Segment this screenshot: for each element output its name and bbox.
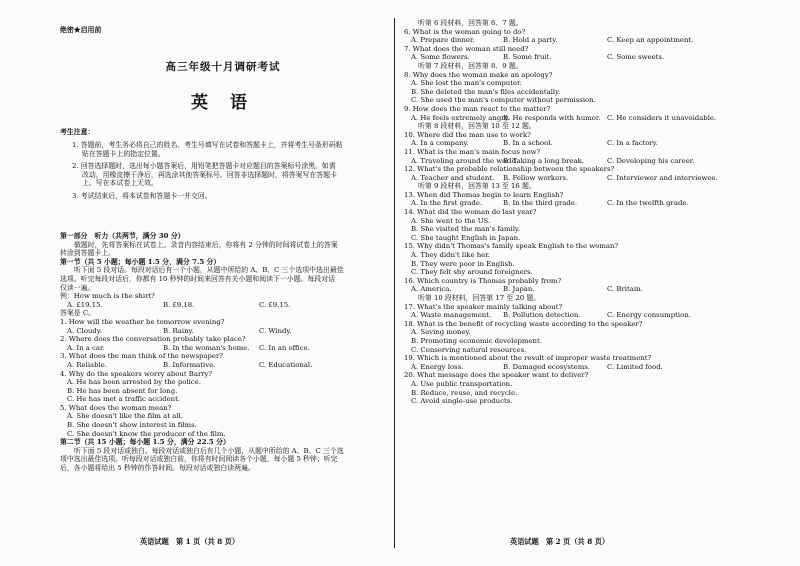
answer-option: A. Use public transportation. (411, 379, 513, 388)
question-options (60, 327, 386, 336)
answer-option: B. Hold a party. (503, 36, 558, 45)
instruction-text: 后，各小题将给出 5 秒钟的作答时间。每段对话或独白读两遍。 (60, 464, 255, 473)
answer-option: C. Keep an appointment. (607, 36, 694, 45)
material-heading: 听第 8 段材料，回答第 10 至 12 题。 (418, 122, 536, 131)
answer-option: C. They felt shy around foreigners. (411, 268, 533, 277)
answer-option: B. He has been absent for long. (67, 386, 178, 395)
question-stem: 12. What's the probable relationship between the speakers? (404, 165, 615, 174)
example-options: A. £19.15. B. £9.18. C. £9.15. (67, 300, 291, 309)
material-heading: 听第 10 段材料，回答第 17 至 20 题。 (418, 294, 541, 302)
section-heading: 第二节（共 15 小题；每小题 1.5 分，满分 22.5 分） (60, 438, 230, 447)
question-stem: 4. Why do the speakers worry about Barry? (60, 369, 213, 378)
notice-item: 贴在答题卡上的指定位置。 (82, 149, 165, 158)
question-stem: 2. Where does the conversation probably take place? (60, 335, 246, 344)
answer-option: B. She visited the man's family. (411, 225, 521, 234)
answer-option: C. Britain. (607, 285, 643, 294)
answer-option: B. Taking a long break. (503, 156, 584, 165)
answer-option: B. In a school. (503, 139, 553, 148)
answer-option: B. Damaged ecosystems. (503, 362, 590, 371)
answer-option: C. Interviewer and interviewee. (607, 173, 718, 182)
answer-option: B. In the third grade. (503, 199, 578, 208)
answer-option: C. Developing his career. (607, 156, 695, 165)
question-list-right (404, 19, 790, 406)
instruction-text: 仅读一遍。 (60, 283, 95, 292)
question-stem: 13. When did Thomas begin to learn English? (404, 190, 564, 199)
question-options (404, 157, 790, 166)
question-stem: 18. What is the benefit of recycling waste according to the speaker? (404, 319, 643, 328)
answer-option: B. Fellow workers. (503, 173, 569, 182)
instruction-text: 听下面 5 段对话或独白。每段对话或独白后有几个小题，从题中所给的 A、B、C 三个选 (74, 446, 344, 455)
answer-option: B. She doesn't show interest in films. (67, 421, 197, 430)
answer-option: C. In the twelfth grade. (607, 199, 689, 208)
question-stem: 1. How will the weather be tomorrow evening? (60, 317, 225, 326)
answer-option: A. He has been arrested by the police. (67, 378, 201, 387)
question-options (404, 36, 790, 45)
example-question: 例：How much is the shirt? (60, 292, 155, 301)
answer-option: B. Informative. (163, 360, 216, 369)
notice-item: 2. 回答选择题时，选出每小题答案后，用铅笔把答题卡对应题目的答案标号涂黑。如需 (72, 162, 336, 171)
question-stem: 8. Why does the woman make an apology? (404, 70, 553, 79)
notice-item: 改动，用橡皮擦干净后，再选涂其他答案标号。回答非选择题时，将答案写在答题卡 (82, 170, 337, 179)
question-stem: 6. What is the woman going to do? (404, 27, 526, 36)
notice-list (72, 141, 386, 201)
question-stem: 16. Which country is Thomas probably from? (404, 276, 562, 285)
material-heading: 听第 6 段材料，回答第 6、7 题。 (418, 19, 523, 27)
confidential-mark: 绝密★启用前 (60, 26, 102, 34)
question-stem: 14. What did the woman do last year? (404, 208, 537, 217)
part-one (60, 232, 386, 473)
answer-option: A. He feels extremely angry. (411, 113, 510, 122)
question-options (404, 114, 790, 123)
answer-option: B. He responds with humor. (503, 113, 601, 122)
material-heading: 听第 9 段材料，回答第 13 至 16 题。 (418, 182, 536, 191)
question-stem: 19. Which is mentioned about the result of improper waste treatment? (404, 354, 652, 363)
question-stem: 17. What's the speaker mainly talking about? (404, 302, 563, 311)
answer-option: A. Traveling around the world. (411, 156, 519, 165)
question-stem: 3. What does the man think of the newspaper? (60, 352, 223, 361)
section-heading: 第一节（共 5 小题；每小题 1.5 分，满分 7.5 分） (60, 257, 221, 266)
answer-option: C. He considers it unavoidable. (607, 113, 717, 122)
answer-option: B. In the woman's home. (163, 343, 250, 352)
answer-option: A. They didn't like her. (411, 251, 490, 260)
answer-option: A. Cloudy. (67, 326, 102, 335)
answer-option: A. Energy loss. (411, 362, 464, 371)
material-heading: 听第 7 段材料，回答第 8、9 题。 (418, 61, 523, 70)
instruction-text: 项中选出最佳选项。听每段对话或独白前，你将有时间阅读各个小题，每小题 5 秒钟；听完 (60, 455, 338, 464)
part-heading: 第一部分 听力（共两节，满分 30 分） (60, 232, 185, 240)
question-stem: 11. What is the man's main focus now? (404, 147, 541, 156)
answer-option: A. Saving money. (411, 328, 471, 337)
question-options (60, 344, 386, 353)
instruction-text: 做题时，先将答案标在试卷上。录音内容结束后，你将有 2 分钟的时间将试卷上的答案 (74, 240, 338, 249)
instruction-text: 转涂到答题卡上。 (60, 249, 116, 258)
answer-option: C. Some sweets. (607, 53, 665, 62)
column-divider (394, 18, 395, 548)
question-stem: 7. What does the woman still need? (404, 44, 529, 53)
question-options (404, 53, 790, 62)
answer-option: A. In a company. (411, 139, 469, 148)
question-options (404, 199, 790, 208)
question-options (404, 285, 790, 294)
question-stem: 10. Where did the man use to work? (404, 130, 531, 139)
answer-option: B. Some fruit. (503, 53, 552, 62)
page-footer-left: 英语试题 第 1 页（共 8 页） (140, 537, 240, 546)
answer-option: C. Windy. (259, 326, 292, 335)
question-options (404, 174, 790, 183)
answer-option: A. America. (411, 285, 452, 294)
question-options (404, 139, 790, 148)
answer-option: A. She went to the US. (411, 216, 491, 225)
question-stem: 9. How does the man react to the matter? (404, 104, 551, 113)
question-options (60, 361, 386, 370)
answer-option: B. She deleted the man's files accidentally. (411, 87, 561, 96)
answer-option: C. He has met a traffic accident. (67, 395, 181, 404)
answer-option: B. They were poor in English. (411, 259, 515, 268)
answer-option: C. She used the man's computer without permission. (411, 96, 596, 105)
answer-option: C. In a factory. (607, 139, 658, 148)
answer-option: A. Waste management. (411, 311, 492, 320)
answer-option: C. Limited food. (607, 362, 663, 371)
instruction-text: 选项。听完每段对话后，你都有 10 秒钟的时间来回答有关小题和阅读下一小题。每段对话 (60, 274, 335, 283)
answer-option: A. She lost the man's computer. (411, 79, 522, 88)
answer-option: A. Prepare dinner. (411, 36, 475, 45)
answer-option: C. She taught English in Japan. (411, 233, 521, 242)
question-stem: 5. What does the woman mean? (60, 403, 172, 412)
answer-option: B. Promoting economic development. (411, 336, 542, 345)
example-answer: 答案是 C。 (60, 309, 96, 318)
answer-option: C. In an office. (259, 343, 310, 352)
answer-option: A. In a car. (67, 343, 105, 352)
answer-option: C. Conserving natural resources. (411, 345, 527, 354)
answer-option: A. Some flowers. (411, 53, 470, 62)
notice-heading: 考生注意： (60, 128, 95, 136)
answer-option: C. Energy consumption. (607, 311, 691, 320)
answer-option: A. In the first grade. (411, 199, 483, 208)
question-list-left (60, 318, 386, 438)
answer-option: A. Reliable. (67, 360, 108, 369)
answer-option: B. Rainy. (163, 326, 194, 335)
answer-option: C. Avoid single-use products. (411, 397, 513, 406)
question-stem: 20. What message does the speaker want to deliver? (404, 371, 589, 380)
answer-option: B. Pollution detection. (503, 311, 581, 320)
page-footer-right: 英语试题 第 2 页（共 8 页） (510, 537, 610, 546)
notice-item: 上。写在本试卷上无效。 (82, 179, 158, 188)
answer-option: B. Reduce, reuse, and recycle. (411, 388, 518, 397)
answer-option: C. She doesn't know the producer of the film. (67, 429, 226, 438)
question-options (404, 311, 790, 320)
answer-option: A. Teacher and student. (411, 173, 495, 182)
exam-title: 高三年级十月调研考试 (165, 61, 281, 73)
question-stem: 15. Why didn't Thomas's family speak English to the woman? (404, 242, 619, 251)
notice-item: 3. 考试结束后，将本试卷和答题卡一并交回。 (72, 191, 212, 200)
answer-option: B. Japan. (503, 285, 535, 294)
subject-title: 英 语 (191, 93, 255, 113)
instruction-text: 听下面 5 段对话。每段对话后有一个小题，从题中所给的 A、B、C 三个选项中选出最佳 (74, 266, 344, 275)
answer-option: C. Educational. (259, 360, 313, 369)
notice-item: 1. 答题前，考生务必将自己的姓名、考生号填写在试卷和答题卡上，并将考生号条形码粘 (72, 141, 343, 149)
answer-option: A. She doesn't like the film at all. (67, 412, 183, 421)
question-options (404, 363, 790, 372)
